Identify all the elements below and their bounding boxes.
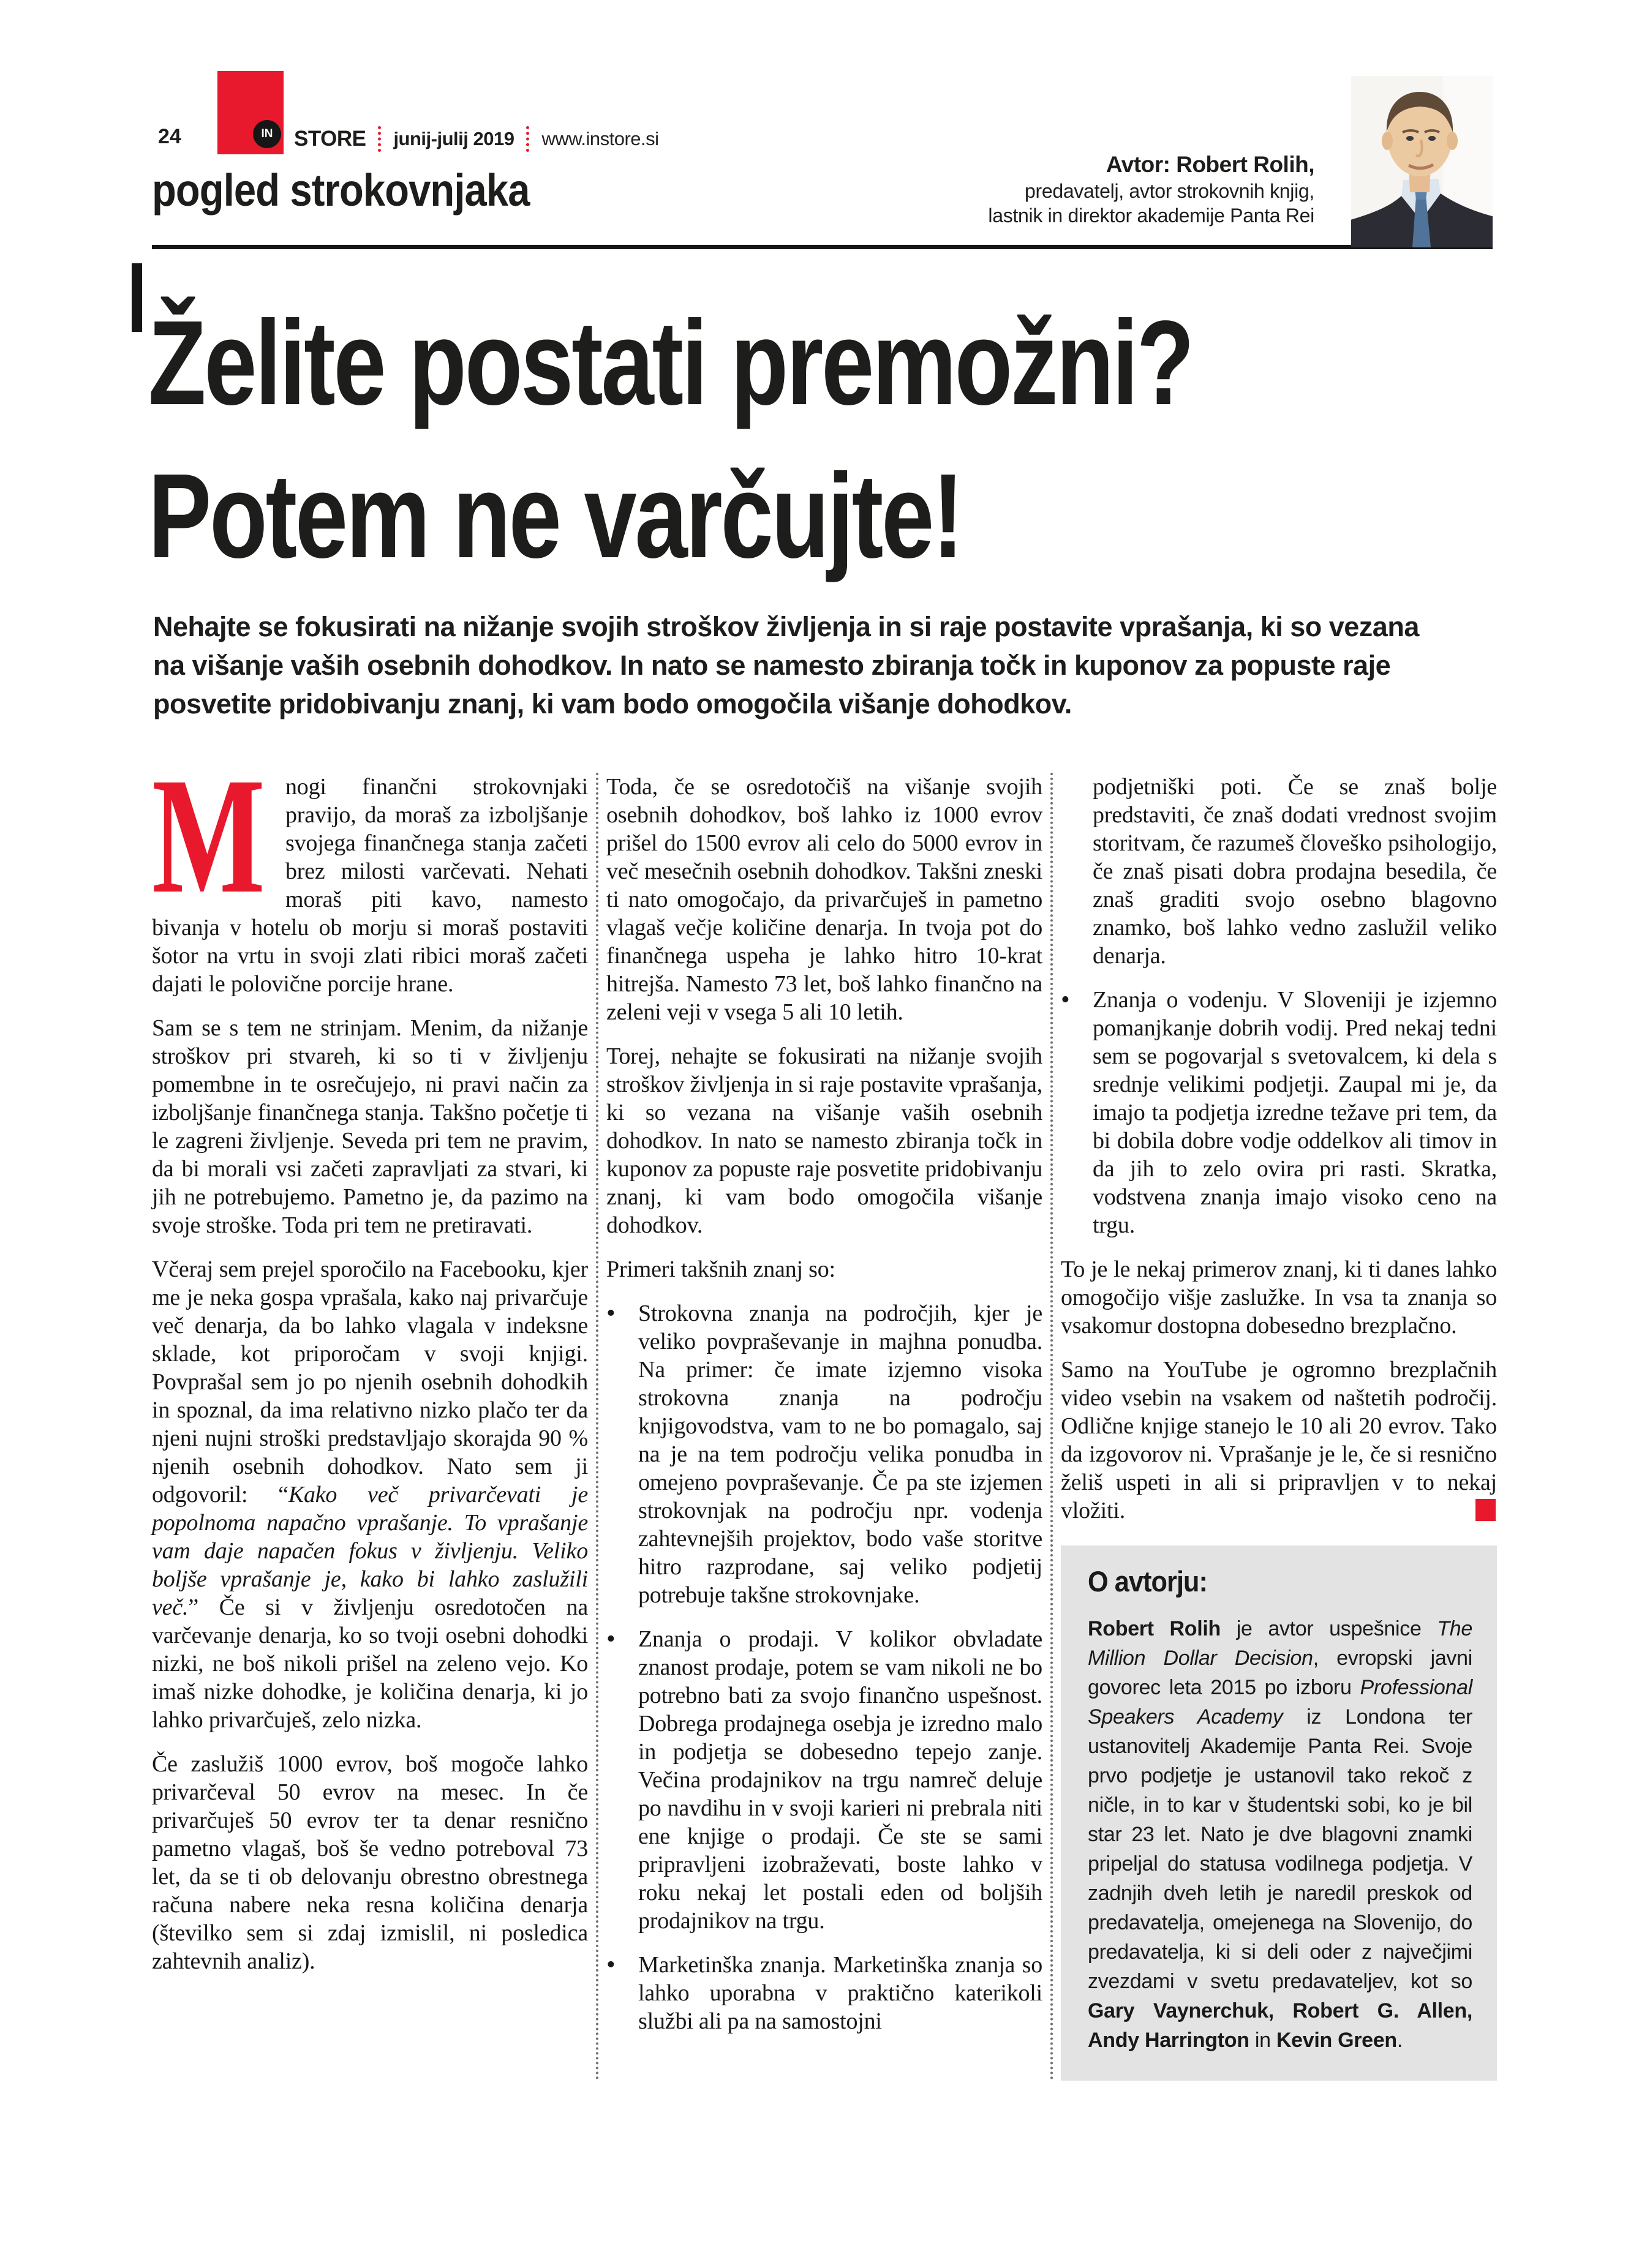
dotted-separator-icon bbox=[378, 126, 381, 152]
column-3 bbox=[1061, 773, 1497, 2081]
author-block bbox=[674, 151, 1314, 228]
in-circle-icon: IN bbox=[253, 120, 281, 148]
article-title-line1: Želite postati premožni? bbox=[148, 296, 1193, 430]
section-heading: pogled strokovnjaka bbox=[152, 165, 530, 216]
body-paragraph: Včeraj sem prejel sporočilo na Facebooku, kjer me je neka gospa vprašala, kako naj privarčuje več denarja, da bo lahko vlagala v indeksne sklade, kot priporočam v svoji knjigi. Povprašal sem jo po njenih osebnih dohodkih in spoznal, da ima relativno nizko plačo ter da njeni nujni stroški predstavljajo skorajda 90 % njenih osebnih dohodkov. Nato sem ji odgovoril: “Kako več privarčevati je popolnoma napačno vprašanje. To vprašanje vam daje napačen fokus v življenju. Veliko boljše vprašanje je, kako bi lahko zaslužili več.” Če si v življenju osredotočen na varčevanje denarja, ko so tvoji osebni dohodki nizki, ne boš nikoli prišel na zeleno vejo. Ko imaš nizke dohodke, je količina denarja, ki jo lahko privarčuješ, zelo nizka. bbox=[152, 1256, 588, 1733]
bullet-item bbox=[1061, 986, 1497, 1239]
end-of-article-icon bbox=[1475, 1499, 1496, 1521]
kicker-bar bbox=[132, 263, 142, 332]
author-role-line: lastnik in direktor akademije Panta Rei bbox=[988, 205, 1314, 227]
body-paragraph: Če zaslužiš 1000 evrov, boš mogoče lahko privarčeval 50 evrov na mesec. In če privarčuješ 50 evrov ter ta denar resnično pametno vlagaš, boš še vedno potreboval 73 let, da se ti ob delovanju obrestno obrestnega računa nabere neka resna količina denarja (številko sem si zdaj izmislil, ni posledica zahtevnih analiz). bbox=[152, 1751, 588, 1974]
body-paragraph: Primeri takšnih znanj so: bbox=[606, 1256, 835, 1282]
bullet-text: • Znanja o prodaji. V kolikor obvladate znanost prodaje, potem se vam nikoli ne bo potrebno bati za svojo finančno uspešnost. Dobrega prodajnega osebja je izredno malo in podjetja se dobesedno tepejo zanje. Večina prodajnikov na trgu namreč deluje po navdihu in v svoji karieri ni prebrala niti ene knjige o prodaji. Če ste se sami pripravljeni izobraževati, boste lahko v roku nekaj let postali eden od boljših prodajnikov na trgu. bbox=[638, 1626, 1042, 1934]
bullet-text: • Znanja o vodenju. V Sloveniji je izjemno pomanjkanje dobrih vodij. Pred nekaj tedni sem se pogovarjal s svetovalcem, ki dela s srednje velikimi podjetji. Zaupal mi je, da imajo ta podjetja izredne težave pri tem, da bi dobila dobre vodje oddelkov ali timov in da jih to zelo ovira pri rasti. Skratka, vodstvena znanja imajo visoko ceno na trgu. bbox=[1093, 987, 1497, 1238]
page-number: 24 bbox=[158, 125, 181, 148]
bullet-item bbox=[606, 1299, 1042, 1609]
bullet-item bbox=[606, 1625, 1042, 1935]
masthead-website-link[interactable]: www.instore.si bbox=[541, 128, 659, 149]
dotted-separator-icon bbox=[526, 126, 529, 152]
masthead-issue: junij-julij 2019 bbox=[393, 128, 514, 149]
about-author-heading: O avtorju: bbox=[1088, 1565, 1208, 1598]
masthead bbox=[294, 124, 659, 154]
body-paragraph: podjetniški poti. Če se znaš bolje predstaviti, če znaš dodati vrednost svojim storitvam, če razumeš človeško psihologijo, če znaš pisati dobra prodajna besedila, če znaš graditi svojo osebno blagovno znamko, boš lahko vedno zaslužil veliko denarja. bbox=[1093, 774, 1497, 969]
bullet-text: • Marketinška znanja. Marketinška znanja so lahko uporabna v praktično katerikoli službi ali pa na samostojni bbox=[638, 1952, 1042, 2034]
instore-logo bbox=[217, 71, 284, 154]
paragraph-text: nogi finančni strokovnjaki pravijo, da moraš za izboljšanje svojega finančnega stanja začeti brez milosti varčevati. Nehati moraš piti kavo, namesto bivanja v hotelu ob morju si moraš postaviti šotor na vrtu in svoji zlati ribici moraš začeti dajati le polovične porcije hrane. bbox=[152, 774, 588, 997]
body-paragraph: Sam se s tem ne strinjam. Menim, da nižanje stroškov pri stvareh, ki so ti v življenju pomembne in te osrečujejo, ni pravi način za izboljšanje finančnega stanja. Takšno početje ti le zagreni življenje. Seveda pri tem ne pravim, da bi morali vsi začeti zapravljati za stvari, ki jih ne potrebujemo. Pametno je, da pazimo na svoje stroške. Toda pri tem ne pretiravati. bbox=[152, 1015, 588, 1238]
body-paragraph bbox=[1061, 1356, 1497, 1525]
body-paragraph: Toda, če se osredotočiš na višanje svojih osebnih dohodkov, boš lahko iz 1000 evrov prišel do 1500 evrov ali celo do 5000 evrov in več mesečnih osebnih dohodkov. Takšni zneski ti nato omogočajo, da privarčuješ in pametno vlagaš večje količine denarja. In tvoja pot do finančnega uspeha je lahko hitro 10-krat hitrejša. Namesto 73 let, boš lahko finančno na zeleni veji v vsega 5 ali 10 letih. bbox=[606, 774, 1042, 1025]
author-name: Avtor: Robert Rolih, bbox=[1106, 152, 1314, 177]
body-paragraph: To je le nekaj primerov znanj, ki ti danes lahko omogočijo višje zaslužke. In vsa ta znanja so vsakomur dostopna dobesedno brezplačno. bbox=[1061, 1256, 1497, 1339]
body-paragraph bbox=[152, 743, 588, 998]
masthead-store: STORE bbox=[294, 127, 366, 151]
author-role-line: predavatelj, avtor strokovnih knjig, bbox=[1025, 180, 1314, 202]
drop-cap: M bbox=[152, 743, 265, 928]
bullet-item bbox=[606, 1951, 1042, 2035]
article-body bbox=[152, 743, 1497, 2081]
about-author-box bbox=[1061, 1545, 1497, 2081]
article-title-line2: Potem ne varčujte! bbox=[148, 449, 962, 583]
body-paragraph: Torej, nehajte se fokusirati na nižanje svojih stroškov življenja in si raje postavite vprašanja, ki so vezana na višanje vaših osebnih dohodkov. In nato se namesto zbiranja točk in kuponov za popuste raje posvetite pridobivanju znanj, ki vam bodo omogočila višanje dohodkov. bbox=[606, 1043, 1042, 1238]
column-2 bbox=[606, 773, 1053, 2081]
article-title bbox=[148, 287, 1470, 593]
about-author-text: Robert Rolih je avtor uspešnice The Million Dollar Decision, evropski javni govorec leta 2015 po izboru Professional Speakers Academy iz Londona ter ustanovitelj Akademije Panta Rei. Svoje prvo podjetje je ustanovil tako rekoč z ničle, in to kar v študentski sobi, ko je bil star 23 let. Nato je dve blagovni znamki pripeljal do statusa vodilnega podjetja. V zadnjih dveh letih je naredil preskok od predavatelja, omejenega na Slovenijo, do predavatelja, ki si deli oder z največjimi zvezdami v svetu predavateljev, kot so Gary Vaynerchuk, Robert G. Allen, Andy Harrington in Kevin Green. bbox=[1088, 1617, 1472, 2052]
article-lead: Nehajte se fokusirati na nižanje svojih stroškov življenja in si raje postavite vprašanja, ki so vezana na višanje vaših osebnih dohodkov. In nato se namesto zbiranja točk in kuponov za popuste raje posvetite pridobivanju znanj, ki vam bodo omogočila višanje dohodkov. bbox=[153, 611, 1419, 719]
paragraph-text: Samo na YouTube je ogromno brezplačnih video vsebin na vsakem od naštetih področij. Odlične knjige stanejo le 10 ali 20 evrov. Tako da izgovorov ni. Vprašanje je le, če si resnično želiš uspeti in ali si pripravljen v to nekaj vložiti. bbox=[1061, 1357, 1497, 1523]
column-1 bbox=[152, 743, 598, 2081]
header-rule bbox=[152, 245, 1493, 249]
author-photo bbox=[1351, 76, 1493, 247]
bullet-text: • Strokovna znanja na področjih, kjer je veliko povpraševanje in majhna ponudba. Na primer: če imate izjemno visoka strokovna znanja na področju knjigovodstva, vam to ne bo pomagalo, saj na je na tem področju velika ponudba in omejeno povpraševanje. Če pa ste izjemen strokovnjak na področju npr. vodenja zahtevnejših projektov, bodo vaše storitve hitro razprodane, saj veliko podjetij potrebuje takšne strokovnjake. bbox=[638, 1301, 1042, 1608]
